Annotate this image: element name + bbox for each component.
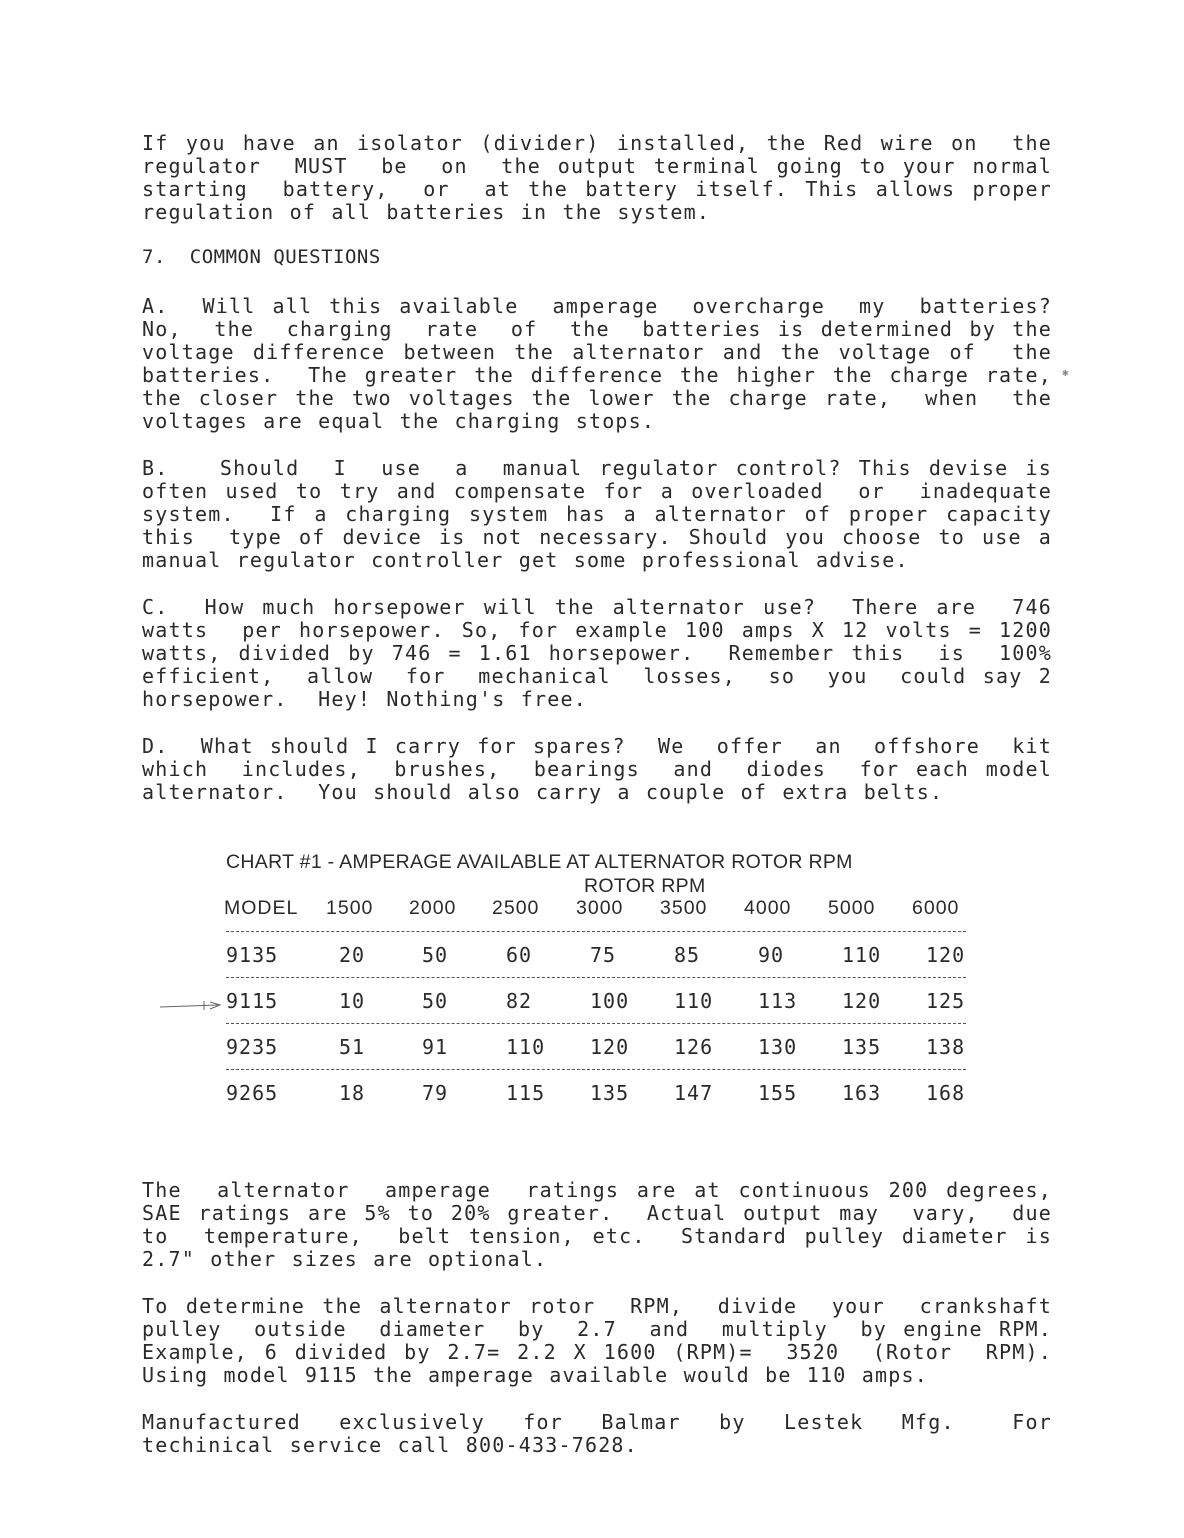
text-line: this type of device is not necessary. Should you choose to use a	[142, 525, 1052, 549]
text-line: To determine the alternator rotor RPM, divide your crankshaft	[142, 1294, 1052, 1318]
text-line: starting battery, or at the battery itself. This allows proper	[142, 177, 1052, 201]
header-cell: 2000	[409, 897, 457, 919]
text-line: Manufactured exclusively for Balmar by Lestek Mfg. For	[142, 1410, 1052, 1434]
value-cell: 75	[590, 943, 617, 967]
value-cell: 50	[422, 989, 449, 1013]
value-cell: 18	[339, 1081, 366, 1105]
dashed-divider	[224, 1058, 974, 1081]
value-cell: 168	[926, 1081, 966, 1105]
value-cell: 60	[506, 943, 533, 967]
value-cell: 126	[674, 1035, 714, 1059]
text-line: C. How much horsepower will the alternator use? There are 746	[142, 595, 1052, 619]
text-line: regulator MUST be on the output terminal going to your normal	[142, 154, 1052, 178]
value-cell: 85	[674, 943, 701, 967]
text-line: which includes, brushes, bearings and diodes for each model	[142, 757, 1052, 781]
table-row	[224, 1035, 974, 1058]
value-cell: 100	[590, 989, 630, 1013]
text-line: techinical service call 800-433-7628.	[142, 1433, 638, 1457]
value-cell: 91	[422, 1035, 449, 1059]
scan-speck: ✱	[1062, 366, 1069, 379]
isolator-paragraph	[142, 132, 1052, 224]
value-cell: 110	[506, 1035, 546, 1059]
text-line: D. What should I carry for spares? We offer an offshore kit	[142, 734, 1052, 758]
text-line: system. If a charging system has a alternator of proper capacity	[142, 502, 1052, 526]
table-row	[224, 989, 974, 1012]
text-line: 2.7" other sizes are optional.	[142, 1247, 548, 1271]
text-line: watts per horsepower. So, for example 100 amps X 12 volts = 1200	[142, 618, 1052, 642]
text-line: watts, divided by 746 = 1.61 horsepower. Remember this is 100%	[142, 641, 1052, 665]
value-cell: 163	[842, 1081, 882, 1105]
amperage-table	[224, 897, 974, 1104]
text-line: the closer the two voltages the lower the charge rate, when the	[142, 386, 1052, 410]
model-cell: 9235	[226, 1035, 279, 1059]
text-line: regulation of all batteries in the system.	[142, 200, 711, 224]
value-cell: 135	[590, 1081, 630, 1105]
model-cell: 9115	[226, 989, 279, 1013]
chart-title: CHART #1 - AMPERAGE AVAILABLE AT ALTERNATOR ROTOR RPM	[226, 851, 853, 873]
text-line: pulley outside diameter by 2.7 and multiply by engine RPM.	[142, 1317, 1052, 1341]
model-cell: 9265	[226, 1081, 279, 1105]
question-c-paragraph	[142, 596, 1052, 711]
value-cell: 135	[842, 1035, 882, 1059]
text-line: The alternator amperage ratings are at continuous 200 degrees,	[142, 1178, 1052, 1202]
value-cell: 51	[339, 1035, 366, 1059]
text-line: batteries. The greater the difference the higher the charge rate,	[142, 363, 1052, 387]
chart-subtitle: ROTOR RPM	[584, 875, 706, 897]
value-cell: 130	[758, 1035, 798, 1059]
text-line: SAE ratings are 5% to 20% greater. Actual output may vary, due	[142, 1201, 1052, 1225]
header-cell-model: MODEL	[224, 897, 299, 919]
text-line: Using model 9115 the amperage available would be 110 amps.	[142, 1363, 928, 1387]
question-b-paragraph	[142, 457, 1052, 572]
table-row	[224, 1081, 974, 1104]
dashed-divider	[224, 1012, 974, 1035]
text-line: B. Should I use a manual regulator control? This devise is	[142, 456, 1052, 480]
text-line: often used to try and compensate for a overloaded or inadequate	[142, 479, 1052, 503]
value-cell: 125	[926, 989, 966, 1013]
value-cell: 120	[842, 989, 882, 1013]
text-line: voltages are equal the charging stops.	[142, 409, 656, 433]
text-line: voltage difference between the alternator and the voltage of the	[142, 340, 1052, 364]
value-cell: 113	[758, 989, 798, 1013]
text-line: to temperature, belt tension, etc. Standard pulley diameter is	[142, 1224, 1052, 1248]
model-cell: 9135	[226, 943, 279, 967]
header-cell: 1500	[326, 897, 374, 919]
rpm-paragraph	[142, 1295, 1052, 1387]
value-cell: 10	[339, 989, 366, 1013]
manufacturer-paragraph	[142, 1411, 1052, 1457]
value-cell: 147	[674, 1081, 714, 1105]
text-line: manual regulator controller get some professional advise.	[142, 548, 909, 572]
text-line: If you have an isolator (divider) installed, the Red wire on the	[142, 131, 1052, 155]
value-cell: 120	[590, 1035, 630, 1059]
header-cell: 3000	[576, 897, 624, 919]
text-line: A. Will all this available amperage overcharge my batteries?	[142, 294, 1052, 318]
section-heading: 7. COMMON QUESTIONS	[142, 246, 381, 268]
value-cell: 138	[926, 1035, 966, 1059]
header-cell: 6000	[912, 897, 960, 919]
ratings-paragraph	[142, 1179, 1052, 1271]
handwritten-arrow-icon	[160, 1000, 224, 1012]
header-cell: 4000	[744, 897, 792, 919]
dashed-divider	[224, 966, 974, 989]
value-cell: 115	[506, 1081, 546, 1105]
text-line: Example, 6 divided by 2.7= 2.2 X 1600 (RPM)= 3520 (Rotor RPM).	[142, 1340, 1052, 1364]
header-cell: 5000	[828, 897, 876, 919]
value-cell: 90	[758, 943, 785, 967]
table-row	[224, 943, 974, 966]
value-cell: 120	[926, 943, 966, 967]
table-header-row	[224, 897, 974, 920]
dashed-divider	[224, 920, 974, 943]
text-line: horsepower. Hey! Nothing's free.	[142, 687, 587, 711]
value-cell: 110	[674, 989, 714, 1013]
header-cell: 2500	[492, 897, 540, 919]
value-cell: 20	[339, 943, 366, 967]
header-cell: 3500	[660, 897, 708, 919]
text-line: efficient, allow for mechanical losses, so you could say 2	[142, 664, 1052, 688]
value-cell: 155	[758, 1081, 798, 1105]
text-line: alternator. You should also carry a couple of extra belts.	[142, 780, 944, 804]
value-cell: 79	[422, 1081, 449, 1105]
question-d-paragraph	[142, 735, 1052, 804]
value-cell: 110	[842, 943, 882, 967]
value-cell: 50	[422, 943, 449, 967]
question-a-paragraph	[142, 295, 1052, 433]
text-line: No, the charging rate of the batteries is determined by the	[142, 317, 1052, 341]
value-cell: 82	[506, 989, 533, 1013]
